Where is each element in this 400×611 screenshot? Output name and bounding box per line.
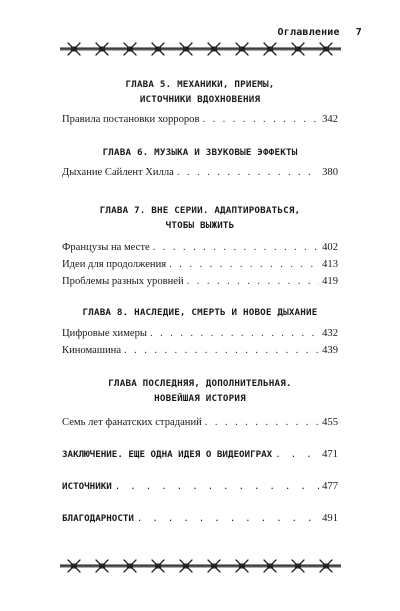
dot-leader — [187, 273, 319, 290]
sources-entry[interactable] — [62, 479, 338, 494]
toc-entry-page: 419 — [322, 276, 338, 287]
toc-entry-page: 432 — [322, 328, 338, 339]
conclusion-entry[interactable] — [62, 447, 338, 462]
toc-entry-page: 455 — [322, 417, 338, 428]
toc-entry-page: 471 — [322, 449, 338, 460]
page-number: 7 — [355, 27, 362, 38]
toc-entry[interactable] — [62, 111, 338, 128]
toc-entry-label: Семь лет фанатских страданий — [62, 417, 202, 428]
toc-entry-page: 380 — [322, 167, 338, 178]
toc-entry-label: Правила постановки хорроров — [62, 114, 200, 125]
toc-entry-label: Идеи для продолжения — [62, 259, 167, 270]
dot-leader — [275, 447, 319, 462]
final-chapter-section — [62, 376, 338, 431]
toc-entry[interactable] — [62, 325, 338, 342]
toc-entry-page: 477 — [322, 481, 338, 492]
chapter-7-section — [62, 203, 338, 290]
dot-leader — [137, 511, 319, 526]
dot-leader — [169, 256, 319, 273]
toc-entry[interactable] — [62, 164, 338, 181]
toc-entry-label: ЗАКЛЮЧЕНИЕ. ЕЩЕ ОДНА ИДЕЯ О ВИДЕОИГРАХ — [62, 449, 273, 460]
chapter-heading: ГЛАВА 5. МЕХАНИКИ, ПРИЕМЫ, ИСТОЧНИКИ ВДОХНОВЕНИЯ — [125, 79, 275, 105]
chapter-heading: ГЛАВА 6. МУЗЫКА И ЗВУКОВЫЕ ЭФФЕКТЫ — [102, 147, 298, 158]
dot-leader — [202, 111, 319, 128]
toc-entry-label: Киномашина — [62, 345, 122, 356]
barbed-wire-divider-top — [60, 42, 341, 56]
page-header — [278, 27, 362, 38]
toc-entry[interactable] — [62, 342, 338, 359]
toc-entry[interactable] — [62, 414, 338, 431]
chapter-heading: ГЛАВА 8. НАСЛЕДИЕ, СМЕРТЬ И НОВОЕ ДЫХАНИЕ — [82, 307, 318, 318]
toc-entry[interactable] — [62, 256, 338, 273]
barbed-wire-divider-bottom — [60, 559, 341, 573]
dot-leader — [115, 479, 319, 494]
toc-entry[interactable] — [62, 239, 338, 256]
dot-leader — [205, 414, 319, 431]
dot-leader — [150, 325, 319, 342]
toc-entry-label: Дыхание Сайлент Хилла — [62, 167, 174, 178]
chapter-8-section — [62, 305, 338, 359]
dot-leader — [124, 342, 319, 359]
dot-leader — [177, 164, 319, 181]
chapter-heading: ГЛАВА ПОСЛЕДНЯЯ, ДОПОЛНИТЕЛЬНАЯ. НОВЕЙШАЯ ИСТОРИЯ — [108, 378, 292, 404]
toc-entry-page: 342 — [322, 114, 338, 125]
toc-entry-page: 413 — [322, 259, 338, 270]
acknowledgements-entry[interactable] — [62, 511, 338, 526]
toc-entry-page: 402 — [322, 242, 338, 253]
toc-entry-label: Цифровые химеры — [62, 328, 148, 339]
chapter-heading: ГЛАВА 7. ВНЕ СЕРИИ. АДАПТИРОВАТЬСЯ, ЧТОБЫ ВЫЖИТЬ — [99, 205, 301, 231]
toc-entry-label: БЛАГОДАРНОСТИ — [62, 513, 134, 524]
dot-leader — [153, 239, 319, 256]
toc-entry-label: Проблемы разных уровней — [62, 276, 184, 287]
toc-entry-page: 491 — [322, 513, 338, 524]
toc-entry-label: ИСТОЧНИКИ — [62, 481, 112, 492]
toc-entry-label: Французы на месте — [62, 242, 150, 253]
table-of-contents — [62, 77, 338, 526]
chapter-6-section — [62, 145, 338, 181]
toc-entry-page: 439 — [322, 345, 338, 356]
running-title: Оглавление — [277, 27, 340, 38]
chapter-5-section — [62, 77, 338, 128]
toc-entry[interactable] — [62, 273, 338, 290]
